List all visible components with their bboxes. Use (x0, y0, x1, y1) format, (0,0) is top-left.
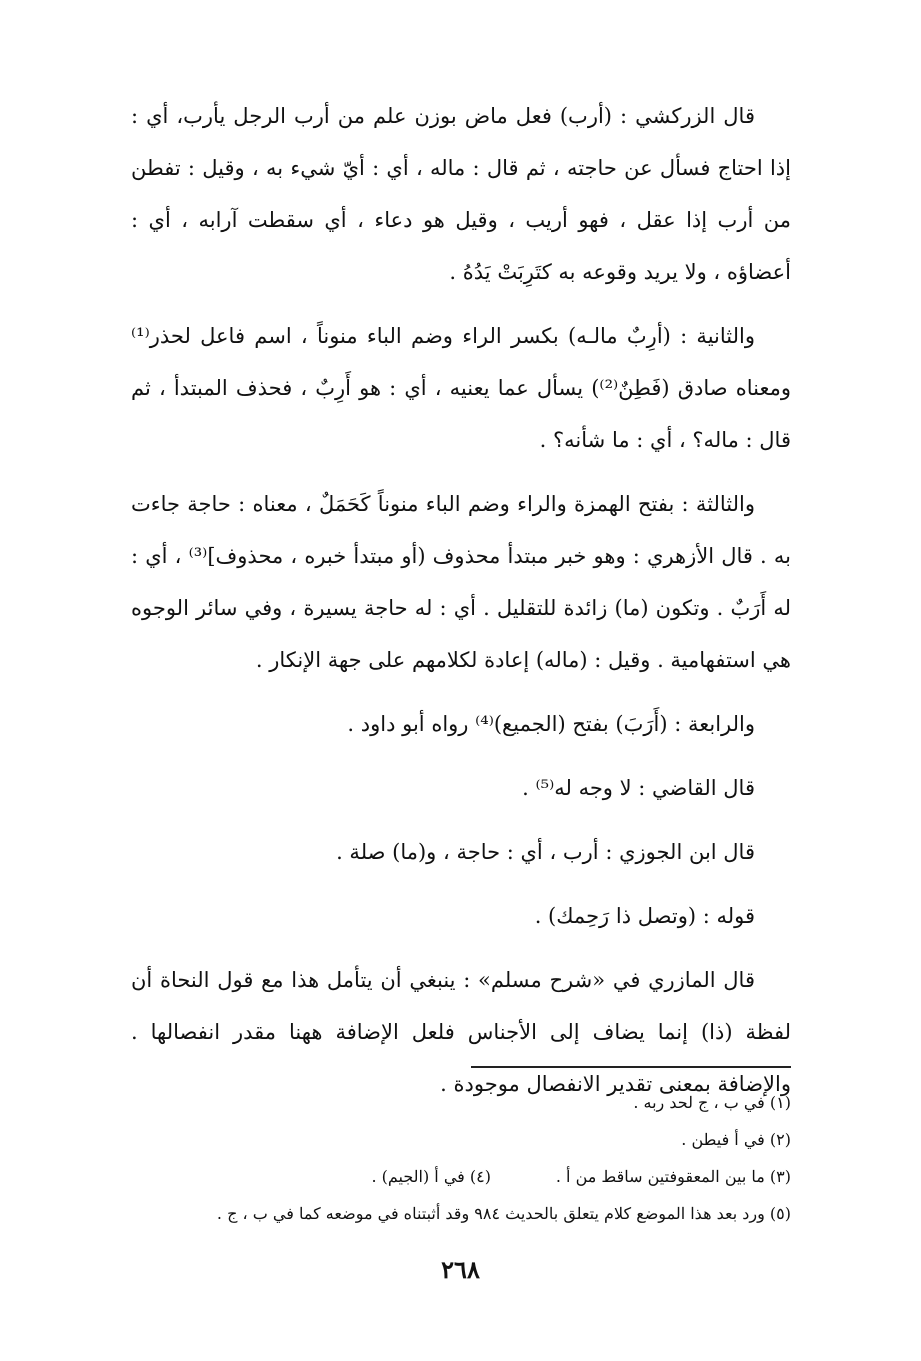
page-number: ٢٦٨ (441, 1255, 480, 1284)
footnote-3: (٣) ما بين المعقوفتين ساقط من أ . (555, 1167, 791, 1186)
footnote-divider (471, 1066, 791, 1068)
footnote-2: (٢) في أ فيطن . (681, 1130, 791, 1149)
footnote-5: (٥) ورد بعد هذا الموضع كلام يتعلق بالحديث ٩٨٤ وقد أثبتناه في موضعه كما في ب ، ج . (216, 1204, 791, 1223)
footnotes (111, 1084, 791, 1232)
paragraph-zarkashi: قال الزركشي : (أرب) فعل ماض بوزن علم من أرب الرجل يأرب، أي : إذا احتاج فسأل عن حاجته ، ثم قال : ماله ، أي : أيّ شيء به ، وقيل : تفطن من أرب إذا عقل ، فهو أريب ، وقيل هو دعاء ، أي سقطت آرابه ، أي : أعضاؤه ، ولا يريد وقوعه به كتَرِبَتْ يَدُهُ . (131, 104, 791, 284)
paragraph-qawluhu: قوله : (وتصل ذا رَحِمك) . (534, 904, 755, 928)
paragraph-fourth-reading: والرابعة : (أَرَبَ) بفتح (الجميع)⁽⁴⁾ رواه أبو داود . (347, 712, 755, 736)
main-text (131, 90, 791, 1122)
paragraph-second-reading: والثانية : (أرِبٌ مالـه) بكسر الراء وضم الباء منوناً ، اسم فاعل لحذر⁽¹⁾ ومعناه صادق (فَطِنٌ⁽²⁾) يسأل عما يعنيه ، أي : هو أَرِبٌ ، فحذف المبتدأ ، ثم قال : ماله؟ ، أي : ما شأنه؟ . (131, 324, 791, 452)
paragraph-qadi: قال القاضي : لا وجه له⁽⁵⁾ . (522, 776, 755, 800)
footnote-row-3-4 (111, 1158, 791, 1195)
paragraph-third-reading: والثالثة : بفتح الهمزة والراء وضم الباء منوناً كَحَمَلٌ ، معناه : حاجة جاءت به . قال الأزهري : وهو خبر مبتدأ محذوف (أو مبتدأ خبره ، محذوف]⁽³⁾ ، أي : له أَرَبٌ . وتكون (ما) زائدة للتقليل . أي : له حاجة يسيرة ، وفي سائر الوجوه هي استفهامية . وقيل : (ماله) إعادة لكلامهم على جهة الإنكار . (131, 492, 791, 672)
footnote-4: (٤) في أ (الجيم) . (371, 1167, 491, 1186)
footnote-1: (١) في ب ، ج لحد ربه . (633, 1093, 791, 1112)
paragraph-mazari: قال المازري في «شرح مسلم» : ينبغي أن يتأمل هذا مع قول النحاة أن لفظة (ذا) إنما يضاف إلى الأجناس فلعل الإضافة ههنا مقدر انفصالها . والإضافة بمعنى تقدير الانفصال موجودة . (131, 968, 791, 1096)
paragraph-ibn-jawzi: قال ابن الجوزي : أرب ، أي : حاجة ، و(ما) صلة . (336, 840, 755, 864)
